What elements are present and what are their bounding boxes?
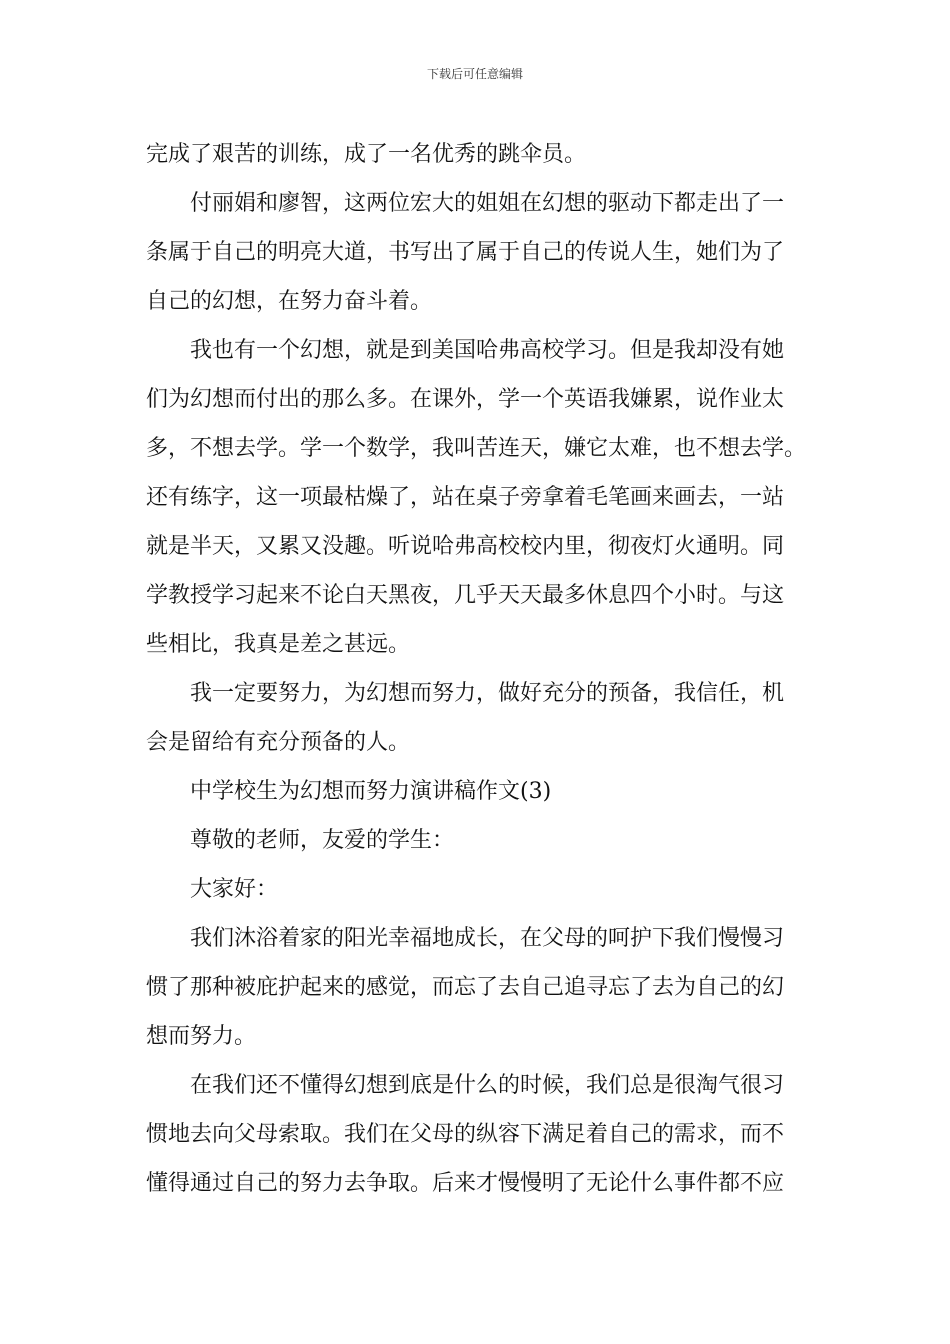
text-line: 付丽娟和廖智，这两位宏大的姐姐在幻想的驱动下都走出了一 — [190, 191, 785, 216]
text-line: 会是留给有充分预备的人。 — [146, 730, 411, 755]
text-line: 尊敬的老师，友爱的学生： — [190, 828, 455, 853]
text-line: 懂得通过自己的努力去争取。后来才慢慢明了无论什么事件都不应 — [146, 1171, 785, 1196]
text-line: 条属于自己的明亮大道，书写出了属于自己的传说人生，她们为了 — [146, 240, 785, 265]
text-line: 完成了艰苦的训练，成了一名优秀的跳伞员。 — [146, 142, 587, 167]
text-line: 惯了那种被庇护起来的感觉，而忘了去自己追寻忘了去为自己的幻 — [146, 975, 785, 1000]
text-line: 在我们还不懂得幻想到底是什么的时候，我们总是很淘气很习 — [190, 1073, 785, 1098]
page-header: 下载后可任意编辑 — [426, 67, 523, 81]
document-body — [146, 130, 806, 1208]
text-line: 们为幻想而付出的那么多。在课外，学一个英语我嫌累，说作业太 — [146, 387, 785, 412]
text-line: 我一定要努力，为幻想而努力，做好充分的预备，我信任，机 — [190, 681, 785, 706]
text-line: 就是半天，又累又没趣。听说哈弗高校校内里，彻夜灯火通明。同 — [146, 534, 785, 559]
text-line: 些相比，我真是差之甚远。 — [146, 632, 411, 657]
text-line: 我也有一个幻想，就是到美国哈弗高校学习。但是我却没有她 — [190, 338, 785, 363]
text-line: 想而努力。 — [146, 1024, 257, 1049]
text-line: 还有练字，这一项最枯燥了，站在桌子旁拿着毛笔画来画去，一站 — [146, 485, 785, 510]
text-line: 大家好： — [190, 877, 279, 902]
text-line: 自己的幻想，在努力奋斗着。 — [146, 289, 433, 314]
text-line: 学教授学习起来不论白天黑夜，几乎天天最多休息四个小时。与这 — [146, 583, 785, 608]
text-line: 我们沐浴着家的阳光幸福地成长，在父母的呵护下我们慢慢习 — [190, 926, 785, 951]
text-line: 惯地去向父母索取。我们在父母的纵容下满足着自己的需求，而不 — [146, 1122, 785, 1147]
text-line: 中学校生为幻想而努力演讲稿作文(3) — [190, 779, 552, 804]
text-line: 多，不想去学。学一个数学，我叫苦连天，嫌它太难，也不想去学。 — [146, 436, 807, 461]
